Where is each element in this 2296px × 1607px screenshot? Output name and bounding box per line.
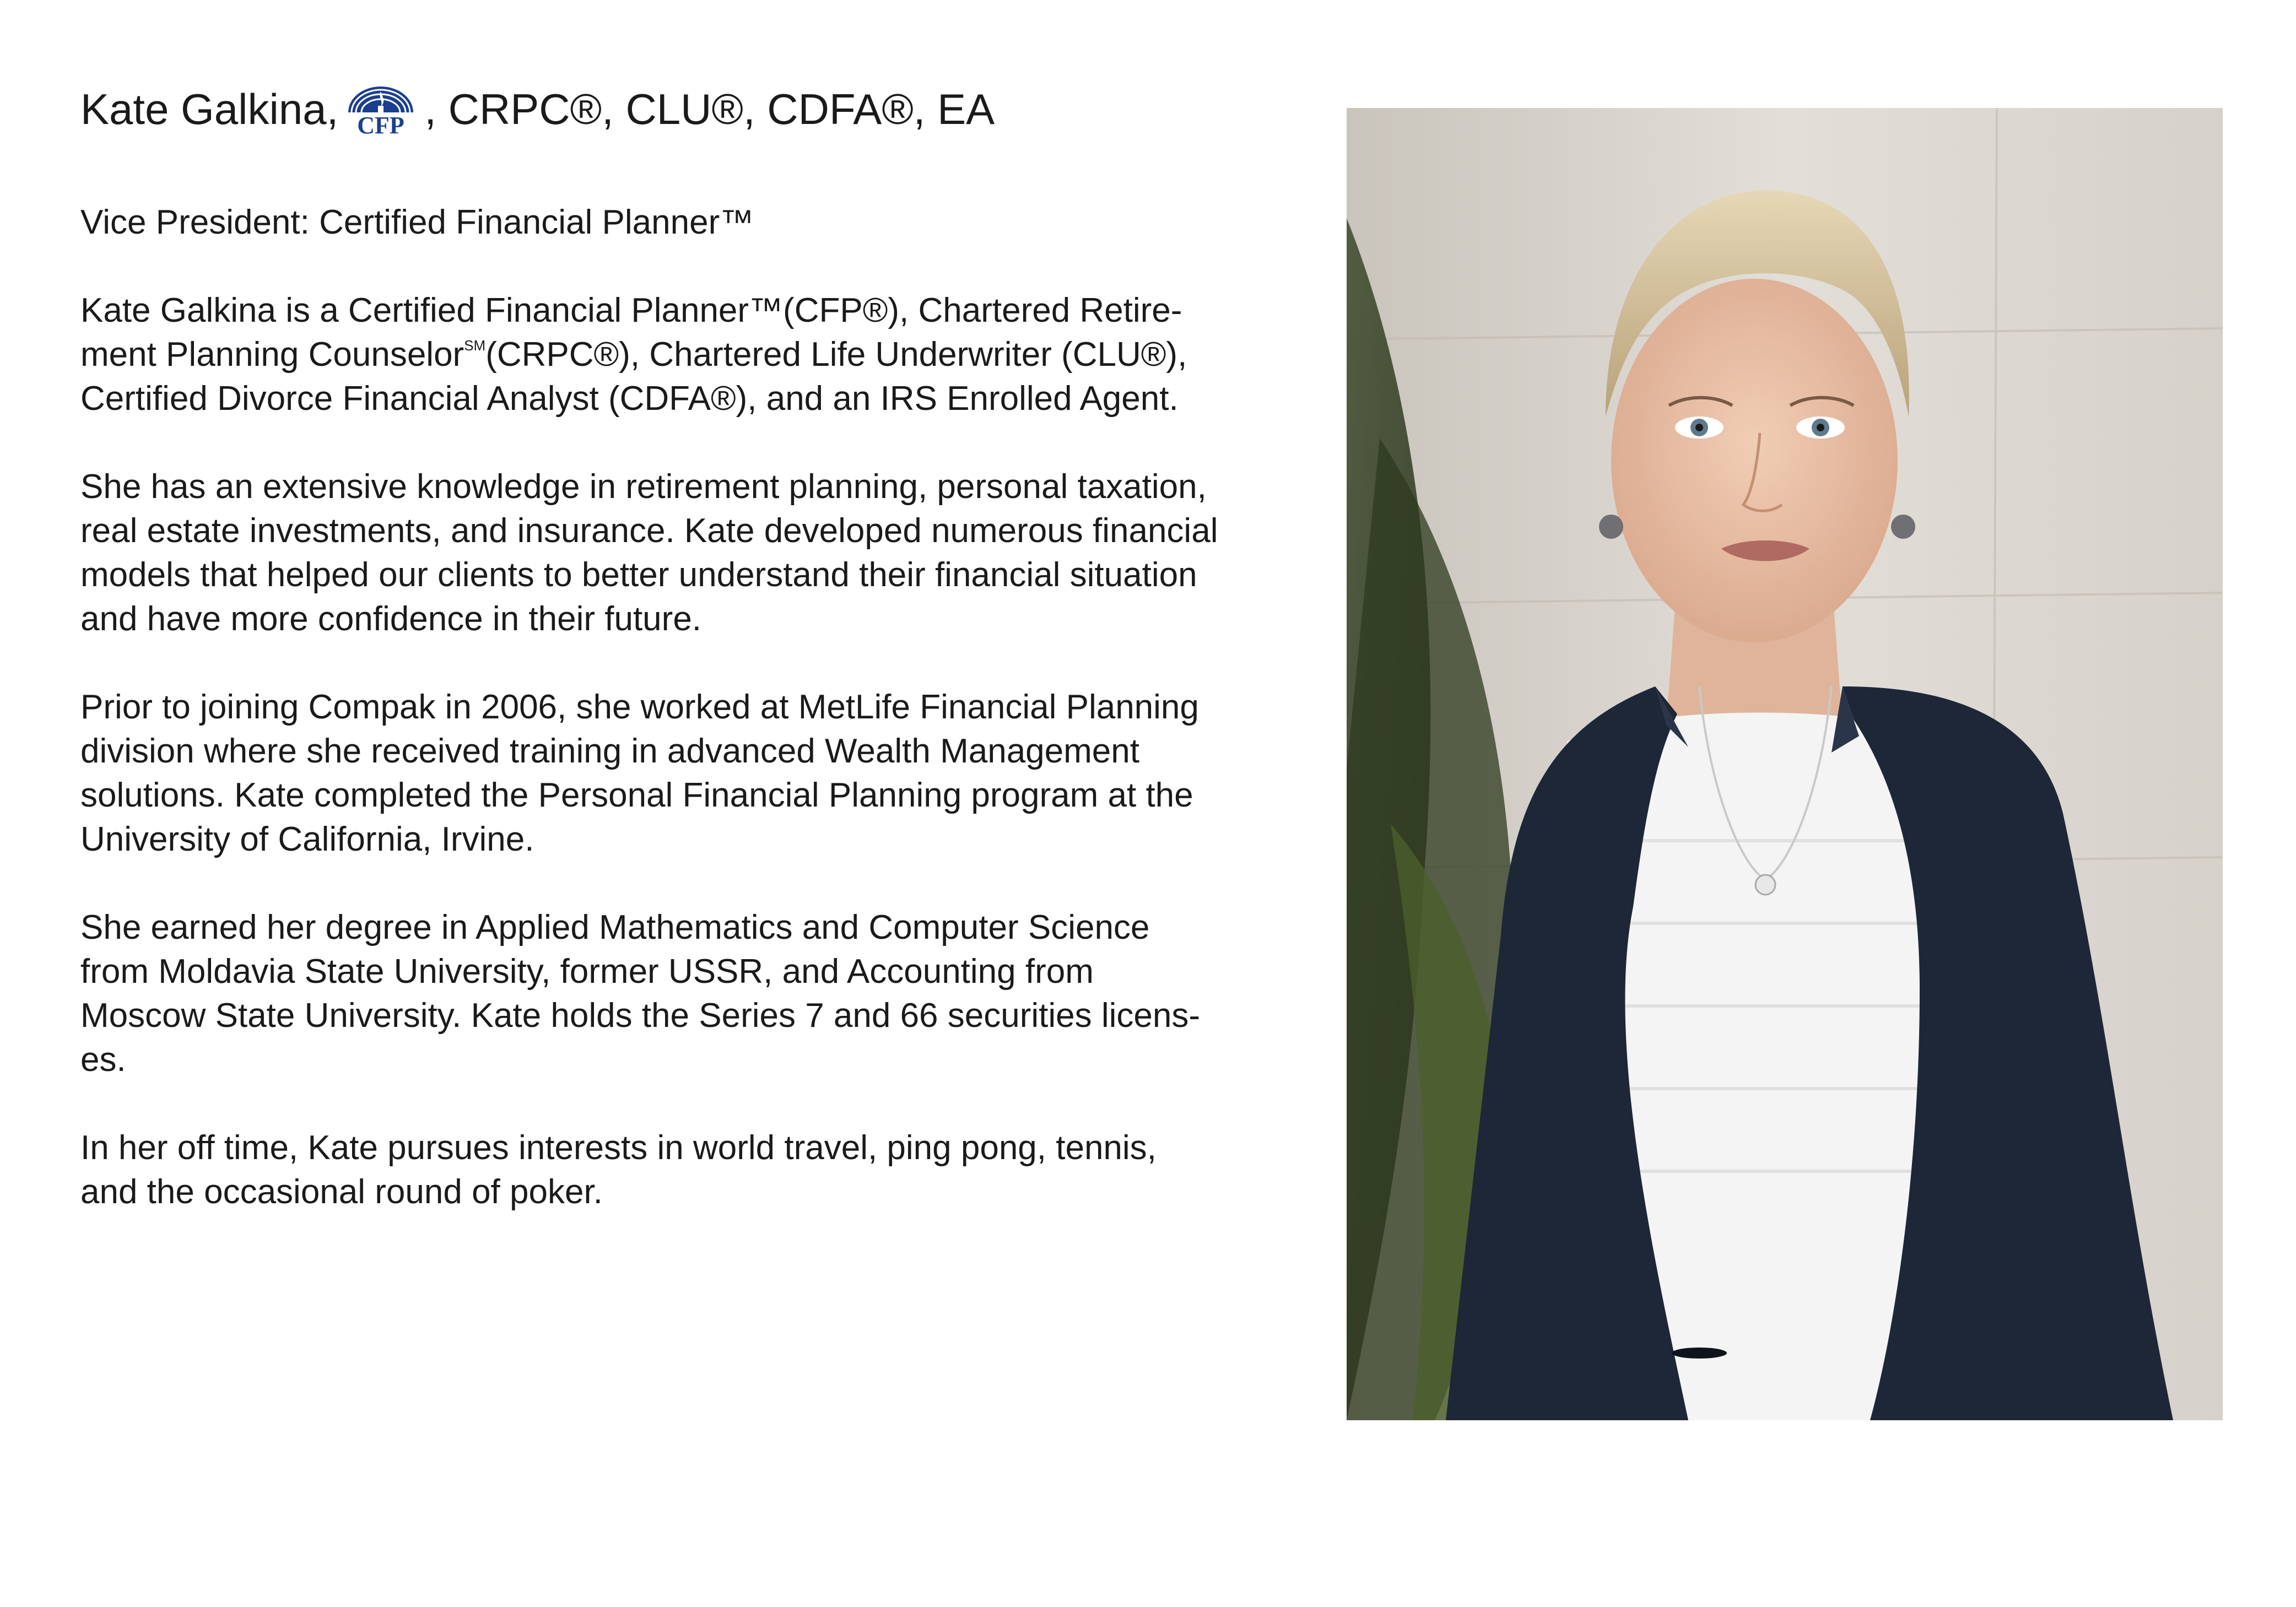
bio-paragraph-credentials xyxy=(80,289,1315,421)
text-line: She earned her degree in Applied Mathematics and Computer Science xyxy=(80,908,1150,946)
bio-paragraph-interests xyxy=(80,1126,1315,1214)
svg-text:CFP: CFP xyxy=(357,112,405,137)
bio-paragraph-knowledge xyxy=(80,465,1315,641)
service-mark: SM xyxy=(464,337,486,354)
text-line: ment Planning Counselor℠(CRPC®), Chartered Life Underwriter (CLU®), xyxy=(80,336,1187,374)
text-line: Kate Galkina is a Certified Financial Planner™(CFP®), Chartered Retire- xyxy=(80,291,1182,329)
text-line: She has an extensive knowledge in retirement planning, personal taxation, xyxy=(80,468,1207,506)
text-line: real estate investments, and insurance. Kate developed numerous financial xyxy=(80,512,1218,550)
text-line: Certified Divorce Financial Analyst (CDFA®), and an IRS Enrolled Agent. xyxy=(80,380,1179,418)
text-line: division where she received training in advanced Wealth Management xyxy=(80,732,1139,770)
bio-paragraph-experience xyxy=(80,685,1315,862)
person-name: Kate Galkina, xyxy=(80,85,339,133)
credentials-list: , CRPC®, CLU®, CDFA®, EA xyxy=(424,85,995,133)
name-heading xyxy=(80,82,1315,137)
portrait-photo xyxy=(1347,108,2223,1420)
text-line: es. xyxy=(80,1041,126,1079)
text-line: University of California, Irvine. xyxy=(80,820,534,858)
text-line: and the occasional round of poker. xyxy=(80,1173,603,1211)
text-line: from Moldavia State University, former USSR, and Accounting from xyxy=(80,953,1094,991)
bio-text-column xyxy=(80,82,1315,1214)
cfp-logo-icon xyxy=(339,82,422,137)
text-line: In her off time, Kate pursues interests in world travel, ping pong, tennis, xyxy=(80,1129,1157,1167)
text-line: Moscow State University. Kate holds the Series 7 and 66 securities licens- xyxy=(80,997,1201,1035)
text-line: solutions. Kate completed the Personal Financial Planning program at the xyxy=(80,776,1193,814)
text-line: Prior to joining Compak in 2006, she worked at MetLife Financial Planning xyxy=(80,688,1199,726)
text-line: and have more confidence in their future. xyxy=(80,600,702,638)
job-title: Vice President: Certified Financial Planner™ xyxy=(80,203,754,241)
text-line: models that helped our clients to better understand their financial situation xyxy=(80,556,1197,594)
bio-paragraph-education xyxy=(80,906,1315,1082)
